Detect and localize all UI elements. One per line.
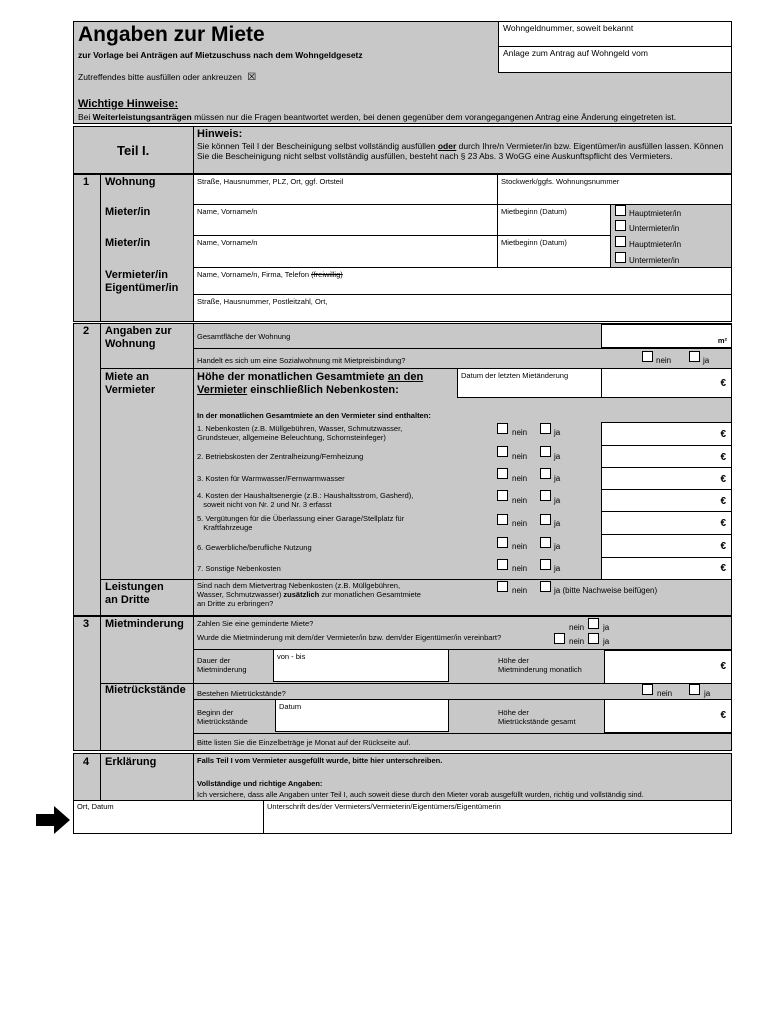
bestehen-nein-checkbox[interactable] [642,684,653,695]
item-2-nein-label: nein [512,452,528,461]
item-2-ja-checkbox[interactable] [540,446,551,457]
item-6-label: 6. Gewerbliche/berufliche Nutzung [197,543,312,552]
mieter2-untermieter-checkbox[interactable] [615,252,626,263]
checked-box-icon: ☒ [247,72,257,83]
unterschrift-field[interactable]: Unterschrift des/der Vermieters/Vermieterin/Eigentümers/Eigentümerin [263,800,732,834]
hoehe-mietrueckstaende-field[interactable]: € [604,699,732,733]
teil1-hinweis-title: Hinweis: [197,128,243,140]
item-4-label: 4. Kosten der Haushaltsenergie (z.B.: Haushaltsstrom, Gasherd), soweit nicht von Nr. 2 und Nr. 3 erfasst [197,491,414,509]
beginn-label: Beginn der Mietrückstände [197,708,248,726]
wohnung-label: Wohnung [105,176,156,188]
mieter2-mietbeginn-field[interactable]: Mietbeginn (Datum) [497,235,611,268]
item-5-nein-label: nein [512,519,528,528]
vollstaendig-heading: Vollständige und richtige Angaben: [197,779,323,788]
item-7-ja-label: ja [554,564,561,573]
mieter2-name-field[interactable]: Name, Vorname/n [193,235,498,268]
hoehe-mietminderung-label: Höhe der Mietminderung monatlich [498,656,582,674]
gemindert-nein-checkbox[interactable] [588,618,599,629]
item-4-ja-checkbox[interactable] [540,490,551,501]
leistungen-dritte-label: Leistungen an Dritte [105,581,164,606]
vereinbart-ja-label: ja [603,637,610,646]
sozialwohnung-ja-label: ja [703,356,710,365]
item-3-ja-checkbox[interactable] [540,468,551,479]
mietminderung-label: Mietminderung [105,618,184,630]
vermieter-label: Vermieter/in Eigentümer/in [105,269,179,294]
item-3-amount-field[interactable]: € [601,467,732,490]
miete-vermieter-label: Miete an Vermieter [105,371,156,396]
mieter1-hauptmieter-label: Hauptmieter/in [629,209,682,218]
item-7-amount-field[interactable]: € [601,557,732,580]
wohnung-address-field[interactable]: Straße, Hausnummer, PLZ, Ort, ggf. Ortsteil [193,174,498,205]
page-subtitle: zur Vorlage bei Anträgen auf Mietzuschuss nach dem Wohngeldgesetz [78,50,363,60]
item-2-label: 2. Betriebskosten der Zentralheizung/Fernheizung [197,452,364,461]
hoehe-mietminderung-field[interactable]: € [604,650,732,684]
beginn-datum-field[interactable]: Datum [275,699,449,732]
section2-number: 2 [83,325,90,337]
item-6-amount-field[interactable]: € [601,534,732,558]
item-5-ja-checkbox[interactable] [540,514,551,525]
item-3-nein-checkbox[interactable] [497,468,508,479]
leistungen-ja-checkbox[interactable] [540,581,551,592]
hinweise-text: Bei Weiterleistungsanträgen müssen nur die Fragen beantwortet werden, bei denen gegenüber dem vorangegangenen Antrag eine Änderung eingetreten ist. [78,112,677,122]
leistungen-nein-checkbox[interactable] [497,581,508,592]
gesamtflaeche-label: Gesamtfläche der Wohnung [197,332,291,341]
item-2-amount-field[interactable]: € [601,445,732,468]
angaben-wohnung-label: Angaben zur Wohnung [105,325,172,350]
ort-datum-field[interactable]: Ort, Datum [73,800,264,834]
item-2-nein-checkbox[interactable] [497,446,508,457]
mieter1-label: Mieter/in [105,206,151,218]
item-5-nein-checkbox[interactable] [497,514,508,525]
item-1-label: 1. Nebenkosten (z.B. Müllgebühren, Wasser, Schmutzwasser, Grundsteuer, allgemeine Beleuchtung, Schornsteinfeger) [197,424,403,442]
vereinbart-nein-checkbox[interactable] [554,633,565,644]
hoehe-mietrueckstaende-label: Höhe der Mietrückstände gesamt [498,708,576,726]
item-4-nein-checkbox[interactable] [497,490,508,501]
enthalten-heading: In der monatlichen Gesamtmiete an den Vermieter sind enthalten: [197,411,431,420]
bestehen-ja-checkbox[interactable] [689,684,700,695]
bestehen-nein-label: nein [657,689,673,698]
item-1-nein-label: nein [512,428,528,437]
mieter1-untermieter-checkbox[interactable] [615,220,626,231]
item-7-nein-label: nein [512,564,528,573]
item-3-ja-label: ja [554,474,561,483]
item-7-label: 7. Sonstige Nebenkosten [197,564,281,573]
stockwerk-field[interactable]: Stockwerk/ggfs. Wohnungsnummer [497,174,732,205]
section1-number: 1 [83,176,90,188]
leistungen-question: Sind nach dem Mietvertrag Nebenkosten (z.B. Müllgebühren, Wasser, Schmutzwasser) zusätzlich zur monatlichen Gesamtmiete an Dritte zu erbringen? [197,581,421,608]
item-5-ja-label: ja [554,519,561,528]
sozialwohnung-ja-checkbox[interactable] [689,351,700,362]
vereinbart-nein-label: nein [569,637,585,646]
mietrueckstaende-label: Mietrückstände [105,684,186,696]
wohngeldnummer-field[interactable]: Wohngeldnummer, soweit bekannt [498,21,732,47]
item-4-ja-label: ja [554,496,561,505]
instruction-text: Zutreffendes bitte ausfüllen oder ankreuzen ☒ [78,72,257,83]
mieter1-hauptmieter-checkbox[interactable] [615,205,626,216]
anlage-field[interactable]: Anlage zum Antrag auf Wohngeld vom [498,46,732,73]
mieter2-label: Mieter/in [105,237,151,249]
dauer-label: Dauer der Mietminderung [197,656,247,674]
datum-letzte-mietaenderung-field[interactable]: Datum der letzten Mietänderung [457,368,602,398]
page-title: Angaben zur Miete [78,23,265,46]
item-6-nein-checkbox[interactable] [497,537,508,548]
section3-number: 3 [83,618,90,630]
mieter1-untermieter-label: Untermieter/in [629,224,680,233]
mieter1-name-field[interactable]: Name, Vorname/n [193,204,498,236]
gesamtflaeche-field[interactable]: m² [601,324,732,348]
item-2-ja-label: ja [554,452,561,461]
vermieter-address-field[interactable]: Straße, Hausnummer, Postleitzahl, Ort, [193,294,732,322]
dauer-von-bis-field[interactable]: von - bis [273,649,449,682]
leistungen-nein-label: nein [512,586,528,595]
sozialwohnung-nein-label: nein [656,356,672,365]
item-7-ja-checkbox[interactable] [540,559,551,570]
vereinbart-question: Wurde die Mietminderung mit dem/der Vermieter/in bzw. dem/der Eigentümer/in vereinbart? [197,633,502,642]
gemindert-nein-label: nein [569,623,585,632]
item-5-label: 5. Vergütungen für die Überlassung einer Garage/Stellplatz für Kraftfahrzeuge [197,514,405,532]
bestehen-question: Bestehen Mietrückstände? [197,689,286,698]
sozialwohnung-nein-checkbox[interactable] [642,351,653,362]
vereinbart-ja-checkbox[interactable] [588,633,599,644]
item-6-ja-checkbox[interactable] [540,537,551,548]
falls-text: Falls Teil I vom Vermieter ausgefüllt wurde, bitte hier unterschreiben. [197,756,443,765]
item-1-nein-checkbox[interactable] [497,423,508,434]
item-3-label: 3. Kosten für Warmwasser/Fernwarmwasser [197,474,345,483]
teil1-label: Teil I. [117,143,150,158]
gemindert-question: Zahlen Sie eine geminderte Miete? [197,619,314,628]
hinweise-title: Wichtige Hinweise: [78,98,179,110]
hoehe-gesamtmiete-heading: Höhe der monatlichen Gesamtmiete an den Vermieter einschließlich Nebenkosten: [197,371,424,396]
bestehen-ja-label: ja [704,689,711,698]
item-3-nein-label: nein [512,474,528,483]
teil1-hinweis-text: Sie können Teil I der Bescheinigung selbst vollständig ausfüllen oder durch Ihre/n Vermieter/in bzw. Eigentümer/in ausfüllen lassen. Können Sie die Bescheinigung nicht selbst vollständig ausfüllen, besteht nach § 23 Abs. 3 WoGG eine Auskunftspflicht des Vermieters. [197,141,724,161]
item-1-amount-field[interactable]: € [601,422,732,446]
item-4-nein-label: nein [512,496,528,505]
sozialwohnung-question: Handelt es sich um eine Sozialwohnung mit Mietpreisbindung? [197,356,406,365]
item-4-amount-field[interactable]: € [601,489,732,512]
gesamtmiete-amount-field[interactable]: € [601,368,732,398]
item-6-nein-label: nein [512,542,528,551]
mieter2-hauptmieter-label: Hauptmieter/in [629,240,682,249]
item-1-ja-checkbox[interactable] [540,423,551,434]
mieter2-hauptmieter-checkbox[interactable] [615,236,626,247]
mieter2-untermieter-label: Untermieter/in [629,256,680,265]
item-5-amount-field[interactable]: € [601,511,732,535]
vermieter-name-field[interactable]: Name, Vorname/n, Firma, Telefon (freiwillig) [193,267,732,295]
erklaerung-label: Erklärung [105,756,157,768]
item-7-nein-checkbox[interactable] [497,559,508,570]
section4-number: 4 [83,756,90,768]
versichere-text: Ich versichere, dass alle Angaben unter Teil I, auch soweit diese durch den Mieter vorab ausgefüllt wurden, richtig und vollständig sind. [197,790,644,799]
item-6-ja-label: ja [554,542,561,551]
leistungen-ja-label: ja (bitte Nachweise beifügen) [554,586,658,595]
einzelbetraege-note: Bitte listen Sie die Einzelbeträge je Monat auf der Rückseite auf. [197,738,411,747]
item-1-ja-label: ja [554,428,561,437]
gemindert-ja-label: ja [603,623,610,632]
mieter1-mietbeginn-field[interactable]: Mietbeginn (Datum) [497,204,611,236]
arrow-right-icon [36,806,70,834]
